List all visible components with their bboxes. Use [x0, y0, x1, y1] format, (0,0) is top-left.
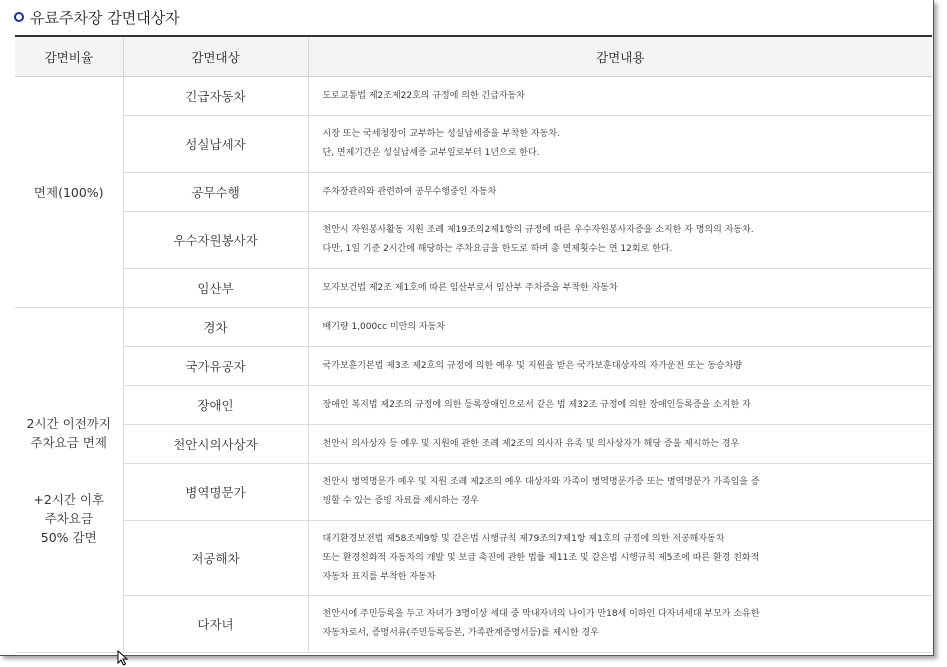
table-row — [15, 464, 932, 521]
content-line: 천안시 의사상자 등 예우 및 지원에 관한 조례 제2조의 의사자 유족 및 의사상자가 해당 증을 제시하는 경우 — [322, 438, 740, 449]
rate-cell — [15, 77, 123, 308]
content-line: 주차장관리와 관련하여 공무수행중인 자동차 — [322, 186, 497, 197]
table-header-row — [15, 36, 932, 77]
content-cell — [308, 212, 932, 269]
circle-bullet-icon — [14, 12, 24, 22]
target-cell: 긴급자동차 — [123, 77, 308, 116]
content-cell — [308, 173, 932, 212]
target-cell: 장애인 — [123, 386, 308, 425]
rate-line: 50% 감면 — [40, 529, 97, 545]
discount-table — [15, 35, 932, 653]
content-cell — [308, 116, 932, 173]
rate-line: 주차요금 면제 — [30, 434, 107, 450]
target-cell: 우수자원봉사자 — [123, 212, 308, 269]
target-cell: 저공해차 — [123, 521, 308, 596]
rate-cell — [15, 308, 123, 653]
section-title — [12, 6, 180, 28]
content-line: 장애인 복지법 제2조의 규정에 의한 등록장애인으로서 같은 법 제32조 규정에 의한 장애인등록증을 소지한 자 — [322, 399, 751, 410]
rate-line: 주차요금 — [44, 510, 93, 526]
content-line: 다만, 1일 기준 2시간에 해당하는 주차요금을 한도로 하며 총 면제횟수는 연 12회로 한다. — [322, 244, 673, 254]
table-row — [15, 116, 932, 173]
content-cell — [308, 386, 932, 425]
table-row — [15, 425, 932, 464]
rate-line: 면제(100%) — [33, 184, 104, 200]
content-line: 대기환경보전법 제58조제9항 및 같은법 시행규칙 제79조의7제1항 제1호의 규정에 의한 저공해자동차 — [322, 533, 725, 544]
target-cell: 병역명문가 — [123, 464, 308, 521]
content-cell — [308, 308, 932, 347]
rate-line: 2시간 이전까지 — [26, 415, 111, 431]
table-row — [15, 212, 932, 269]
target-cell: 성실납세자 — [123, 116, 308, 173]
rate-line — [15, 471, 123, 490]
content-cell — [308, 596, 932, 653]
content-line: 배기량 1,000cc 미만의 자동차 — [322, 321, 445, 332]
table-row — [15, 308, 932, 347]
target-cell: 경차 — [123, 308, 308, 347]
header-content: 감면내용 — [308, 36, 932, 77]
table-row — [15, 173, 932, 212]
target-cell: 임산부 — [123, 269, 308, 308]
header-target: 감면대상 — [123, 36, 308, 77]
table-row — [15, 596, 932, 653]
content-cell — [308, 425, 932, 464]
target-cell: 공무수행 — [123, 173, 308, 212]
content-line: 천안시 자원봉사활동 지원 조례 제19조의2제1항의 규정에 따른 우수자원봉사자증을 소지한 자 명의의 자동차. — [322, 225, 754, 235]
content-line: 자동차로서, 증명서류(주민등록등본, 가족관계증명서등)를 제시한 경우 — [322, 628, 599, 638]
content-line: 또는 환경친화적 자동차의 개발 및 보급 촉진에 관한 법률 제11조 및 같은법 시행규칙 제5조에 따른 환경 친화적 — [322, 552, 760, 563]
rate-line — [15, 452, 123, 471]
table-row — [15, 521, 932, 596]
table-row — [15, 77, 932, 116]
content-cell — [308, 269, 932, 308]
content-line: 천안시 병역명문가 예우 및 지원 조례 제2조의 예우 대상자와 가족이 병역명문가증 또는 병역명문가 가족임을 증 — [322, 477, 760, 487]
content-line: 빙할 수 있는 증빙 자료를 제시하는 경우 — [322, 496, 479, 506]
content-line: 천안시에 주민등록을 두고 자녀가 3명이상 세대 중 막내자녀의 나이가 만18세 이하인 다자녀세대 부모가 소유한 — [322, 609, 760, 619]
target-cell: 국가유공자 — [123, 347, 308, 386]
content-line: 자동차 표지를 부착한 자동차 — [322, 571, 436, 582]
table-row — [15, 347, 932, 386]
content-cell — [308, 77, 932, 116]
content-line: 국가보훈기본법 제3조 제2호의 규정에 의한 예우 및 지원을 받은 국가보훈대상자의 자가운전 또는 동승차량 — [322, 360, 743, 371]
content-line: 시장 또는 국세청장이 교부하는 성실납세증을 부착한 자동차. — [322, 129, 560, 139]
table-row — [15, 269, 932, 308]
content-cell — [308, 464, 932, 521]
content-line: 도로교통법 제2조제22호의 규정에 의한 긴급자동차 — [322, 90, 526, 101]
header-rate: 감면비율 — [15, 36, 123, 77]
rate-line: +2시간 이후 — [33, 491, 105, 507]
table-row — [15, 386, 932, 425]
content-cell — [308, 347, 932, 386]
content-cell — [308, 521, 932, 596]
content-line: 단, 면제기간은 성실납세증 교부일로부터 1년으로 한다. — [322, 148, 540, 158]
target-cell: 천안시의사상자 — [123, 425, 308, 464]
content-line: 모자보건법 제2조 제1호에 따른 임산부로서 임산부 주차증을 부착한 자동차 — [322, 282, 618, 293]
target-cell: 다자녀 — [123, 596, 308, 653]
section-title-text: 유료주차장 감면대상자 — [30, 8, 180, 27]
